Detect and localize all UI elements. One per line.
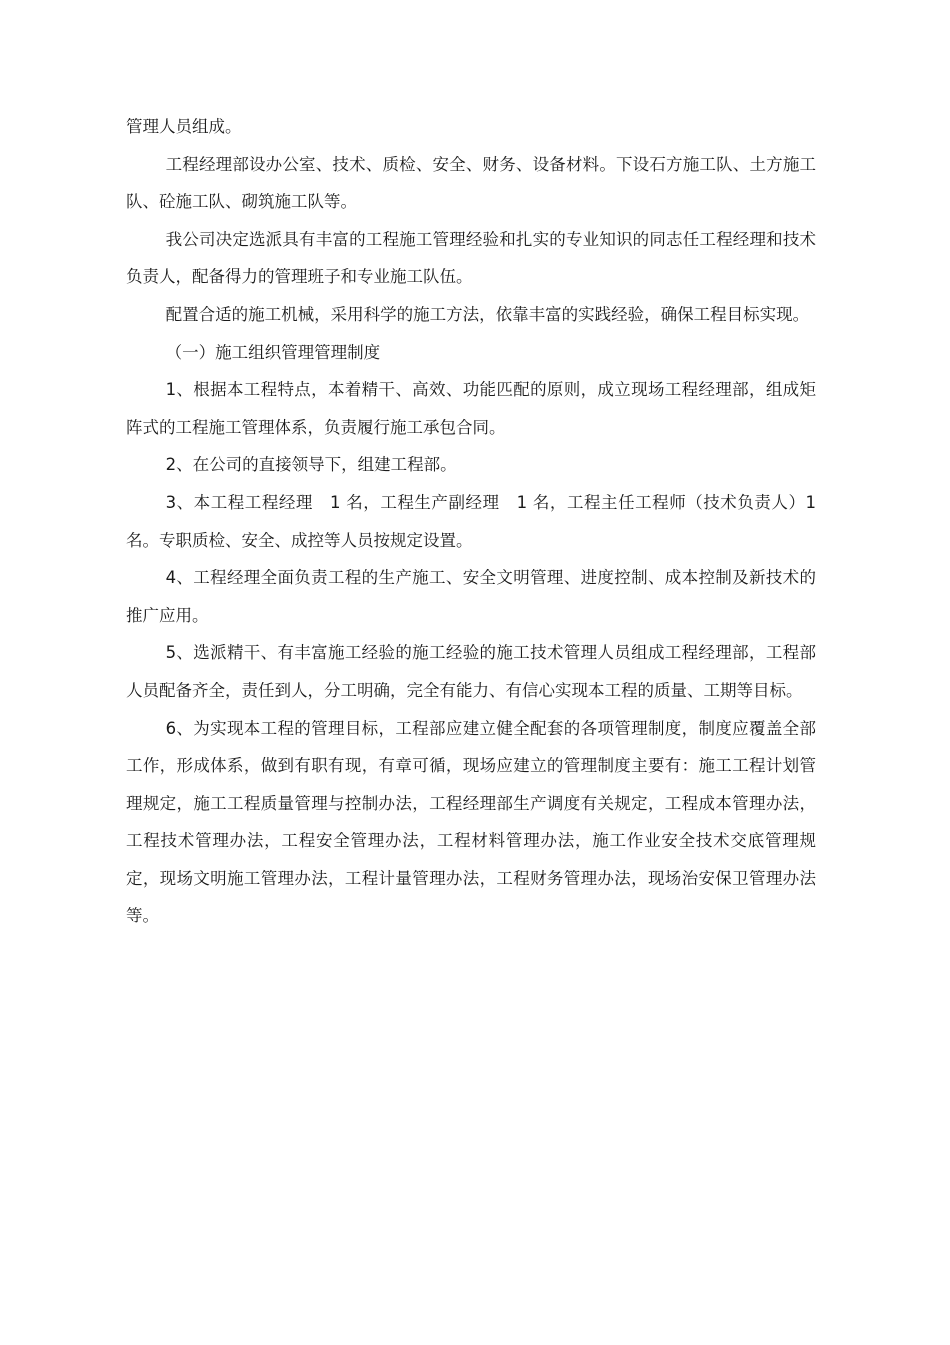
- paragraph-item-5: 5、选派精干、有丰富施工经验的施工经验的施工技术管理人员组成工程经理部，工程部人员配备齐全，责任到人，分工明确，完全有能力、有信心实现本工程的质量、工期等目标。: [126, 643, 816, 700]
- paragraph-machinery: 配置合适的施工机械，采用科学的施工方法，依靠丰富的实践经验，确保工程目标实现。: [165, 304, 810, 324]
- paragraph-item-2: 2、在公司的直接领导下，组建工程部。: [165, 455, 457, 475]
- document-body: [126, 108, 816, 935]
- paragraph-item-1: 1、根据本工程特点，本着精干、高效、功能匹配的原则，成立现场工程经理部，组成矩阵式的工程施工管理体系，负责履行施工承包合同。: [126, 380, 816, 437]
- paragraph-item-6: 6、为实现本工程的管理目标，工程部应建立健全配套的各项管理制度，制度应覆盖全部工作，形成体系，做到有职有现，有章可循，现场应建立的管理制度主要有：施工工程计划管理规定，施工工程质量管理与控制办法，工程经理部生产调度有关规定，工程成本管理办法，工程技术管理办法，工程安全管理办法，工程材料管理办法，施工作业安全技术交底管理规定，现场文明施工管理办法，工程计量管理办法，工程财务管理办法，现场治安保卫管理办法等。: [126, 718, 816, 926]
- paragraph-department-setup: 工程经理部设办公室、技术、质检、安全、财务、设备材料。下设石方施工队、土方施工队、砼施工队、砌筑施工队等。: [126, 154, 816, 212]
- paragraph-continuation: 管理人员组成。: [126, 117, 242, 136]
- paragraph-item-4: 4、工程经理全面负责工程的生产施工、安全文明管理、进度控制、成本控制及新技术的推广应用。: [126, 568, 816, 625]
- paragraph-item-3: 3、本工程工程经理 1 名，工程生产副经理 1 名，工程主任工程师（技术负责人）1 名。专职质检、安全、成控等人员按规定设置。: [126, 492, 816, 550]
- paragraph-manager-selection: 我公司决定选派具有丰富的工程施工管理经验和扎实的专业知识的同志任工程经理和技术负责人，配备得力的管理班子和专业施工队伍。: [126, 229, 816, 287]
- section-heading: （一）施工组织管理管理制度: [165, 342, 381, 362]
